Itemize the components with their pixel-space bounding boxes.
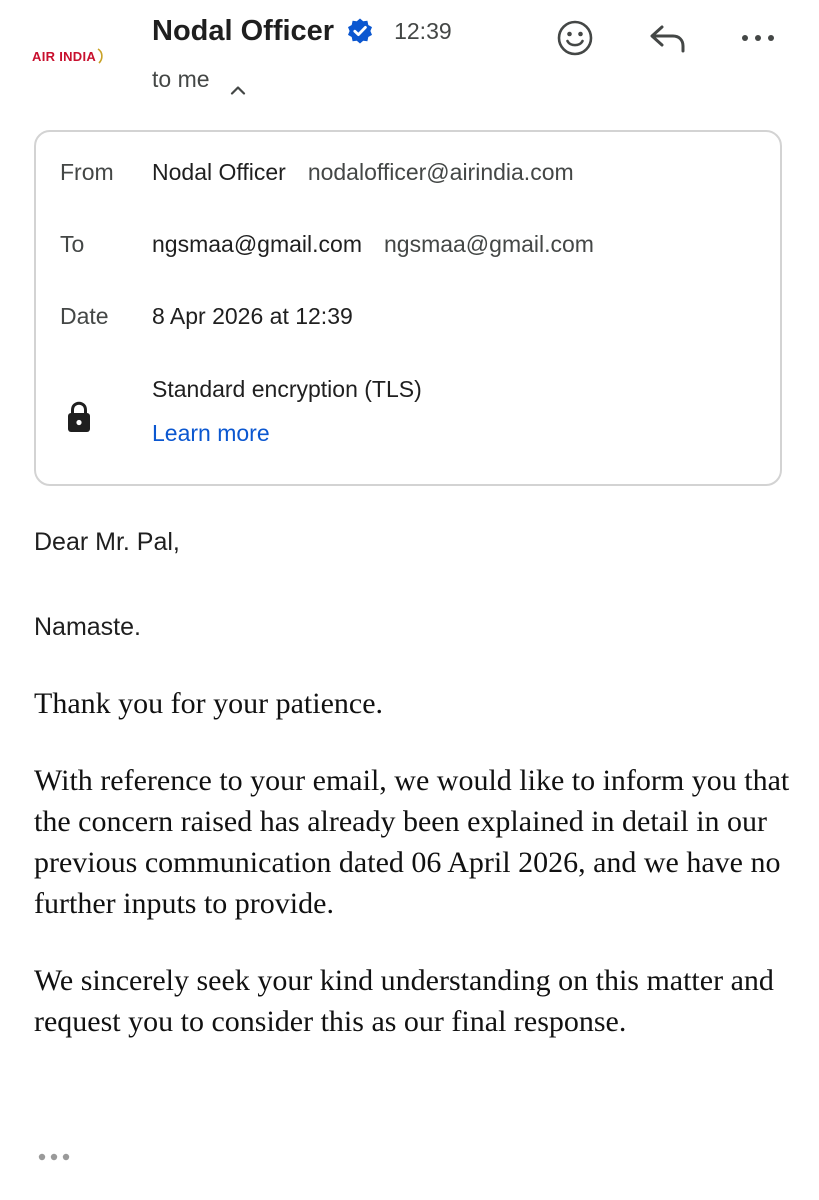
email-paragraph-1: Thank you for your patience.	[34, 687, 384, 720]
more-options-button[interactable]	[734, 14, 782, 62]
air-india-logo-swirl-icon	[97, 48, 105, 64]
email-paragraph-3: We sincerely seek your kind understanding on this matter and request you to consider this as our final response.	[34, 964, 774, 1038]
from-name[interactable]: Nodal Officer	[152, 158, 286, 185]
to-email[interactable]: ngsmaa@gmail.com	[383, 230, 594, 257]
detail-row-to	[36, 226, 780, 262]
reply-button[interactable]	[644, 14, 692, 62]
detail-row-date	[36, 298, 780, 334]
add-reaction-button[interactable]	[551, 14, 599, 62]
reply-icon	[648, 21, 688, 55]
to-name[interactable]: ngsmaa@gmail.com	[152, 230, 362, 257]
from-value	[152, 159, 574, 186]
message-details-card	[34, 130, 782, 486]
from-email[interactable]: nodalofficer@airindia.com	[307, 158, 574, 185]
show-trimmed-content-icon	[36, 1152, 72, 1162]
to-label: To	[60, 230, 85, 257]
detail-row-from	[36, 154, 780, 190]
lock-icon	[66, 400, 92, 434]
email-header	[0, 0, 819, 110]
sender-name[interactable]: Nodal Officer	[152, 14, 335, 47]
recipient-summary-toggle[interactable]	[152, 62, 246, 96]
air-india-logo: AIR INDIA	[32, 48, 97, 64]
to-value	[152, 231, 594, 258]
sender-avatar[interactable]	[32, 44, 120, 68]
show-trimmed-content-button[interactable]	[30, 1142, 78, 1172]
date-text: 8 Apr 2026 at 12:39	[152, 302, 353, 329]
encryption-status: Standard encryption (TLS)	[152, 376, 422, 402]
email-greeting: Dear Mr. Pal,	[34, 528, 180, 556]
email-paragraph-2: With reference to your email, we would like to inform you that the concern raised has already been explained in detail in our previous communication dated 06 April 2026, and we have no further inputs to provide.	[34, 764, 790, 920]
emoji-reaction-icon	[556, 19, 594, 57]
sent-time: 12:39	[394, 17, 452, 44]
sender-line	[152, 10, 452, 52]
date-label: Date	[60, 302, 109, 329]
learn-more-link[interactable]: Learn more	[152, 420, 270, 446]
more-options-icon	[740, 33, 776, 43]
from-label: From	[60, 158, 114, 185]
chevron-up-icon	[230, 74, 246, 84]
verified-badge-icon	[346, 17, 374, 45]
email-salutation: Namaste.	[34, 613, 141, 641]
date-value	[152, 303, 353, 330]
recipient-summary: to me	[152, 65, 210, 92]
